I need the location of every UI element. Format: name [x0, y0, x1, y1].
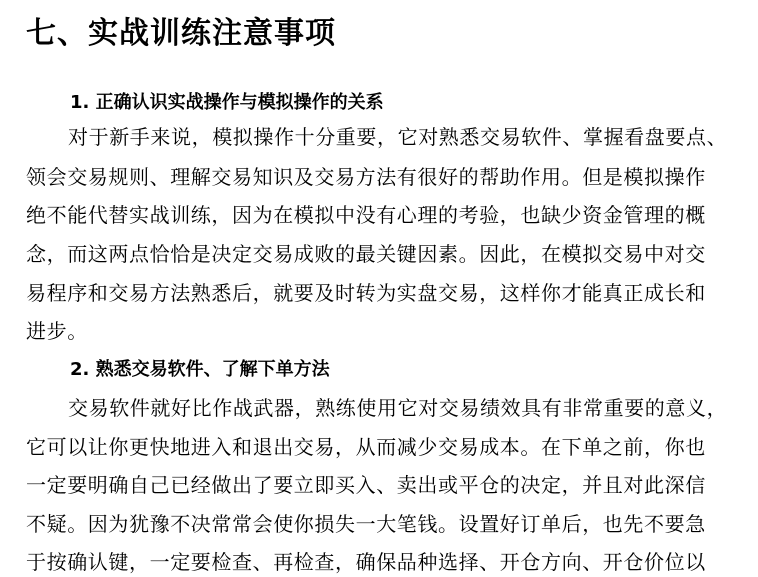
- paragraph-line: 它可以让你更快地进入和退出交易，从而减少交易成本。在下单之前，你也: [26, 435, 706, 459]
- paragraph-line: 交易软件就好比作战武器，熟练使用它对交易绩效具有非常重要的意义，: [68, 396, 728, 420]
- paragraph-line: 不疑。因为犹豫不决常常会使你损失一大笔钱。设置好订单后，也先不要急: [26, 512, 706, 536]
- paragraph-line: 对于新手来说，模拟操作十分重要，它对熟悉交易软件、掌握看盘要点、: [68, 125, 728, 149]
- paragraph-line: 领会交易规则、理解交易知识及交易方法有很好的帮助作用。但是模拟操作: [26, 165, 706, 189]
- section-heading-1: 1. 正确认识实战操作与模拟操作的关系: [70, 92, 384, 113]
- paragraph-line: 念，而这两点恰恰是决定交易成败的最关键因素。因此，在模拟交易中对交: [26, 242, 706, 266]
- paragraph-line: 一定要明确自己已经做出了要立即买入、卖出或平仓的决定，并且对此深信: [26, 473, 706, 497]
- paragraph-line: 绝不能代替实战训练，因为在模拟中没有心理的考验，也缺少资金管理的概: [26, 203, 706, 227]
- section-heading-2: 2. 熟悉交易软件、了解下单方法: [70, 359, 330, 380]
- paragraph-line: 于按确认键，一定要检查、再检查，确保品种选择、开仓方向、开仓价位以: [26, 550, 706, 574]
- chapter-title: 七、实战训练注意事项: [26, 16, 336, 51]
- paragraph-line: 易程序和交易方法熟悉后，就要及时转为实盘交易，这样你才能真正成长和: [26, 281, 706, 305]
- paragraph-line: 进步。: [26, 319, 88, 343]
